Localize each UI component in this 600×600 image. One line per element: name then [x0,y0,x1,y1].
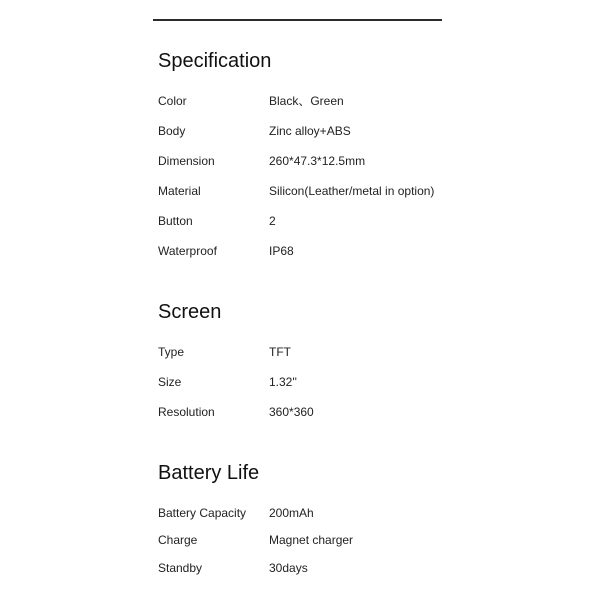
spec-row-material [158,182,458,200]
spec-row-dimension [158,152,458,170]
spec-value: 1.32'' [269,375,297,389]
spec-label: Battery Capacity [158,506,247,520]
spec-label: Dimension [158,154,215,168]
spec-row-standby [158,559,458,577]
spec-value: 360*360 [269,405,314,419]
spec-label: Body [158,124,186,138]
spec-value: IP68 [269,244,294,258]
section-title-battery-life: Battery Life [158,462,260,484]
spec-row-charge [158,531,458,549]
spec-label: Type [158,345,185,359]
spec-row-resolution [158,403,458,421]
spec-label: Button [158,214,193,228]
spec-label: Size [158,375,182,389]
spec-label: Material [158,184,201,198]
spec-value: Black、Green [269,94,344,108]
spec-label: Resolution [158,405,215,419]
spec-row-color [158,92,458,110]
spec-row-battery-capacity [158,504,458,522]
spec-label: Waterproof [158,244,217,258]
spec-row-button [158,212,458,230]
spec-value: Silicon(Leather/metal in option) [269,184,435,198]
spec-label: Color [158,94,187,108]
spec-value: TFT [269,345,291,359]
spec-row-body [158,122,458,140]
spec-label: Standby [158,561,203,575]
top-divider [153,19,442,21]
spec-value: 200mAh [269,506,314,520]
spec-value: 260*47.3*12.5mm [269,154,366,168]
spec-row-size [158,373,458,391]
section-title-specification: Specification [158,50,272,72]
spec-row-type [158,343,458,361]
spec-label: Charge [158,533,198,547]
spec-value: Zinc alloy+ABS [269,124,351,138]
spec-value: 2 [269,214,276,228]
spec-value: 30days [269,561,308,575]
section-title-screen: Screen [158,301,222,323]
spec-row-waterproof [158,242,458,260]
spec-value: Magnet charger [269,533,354,547]
